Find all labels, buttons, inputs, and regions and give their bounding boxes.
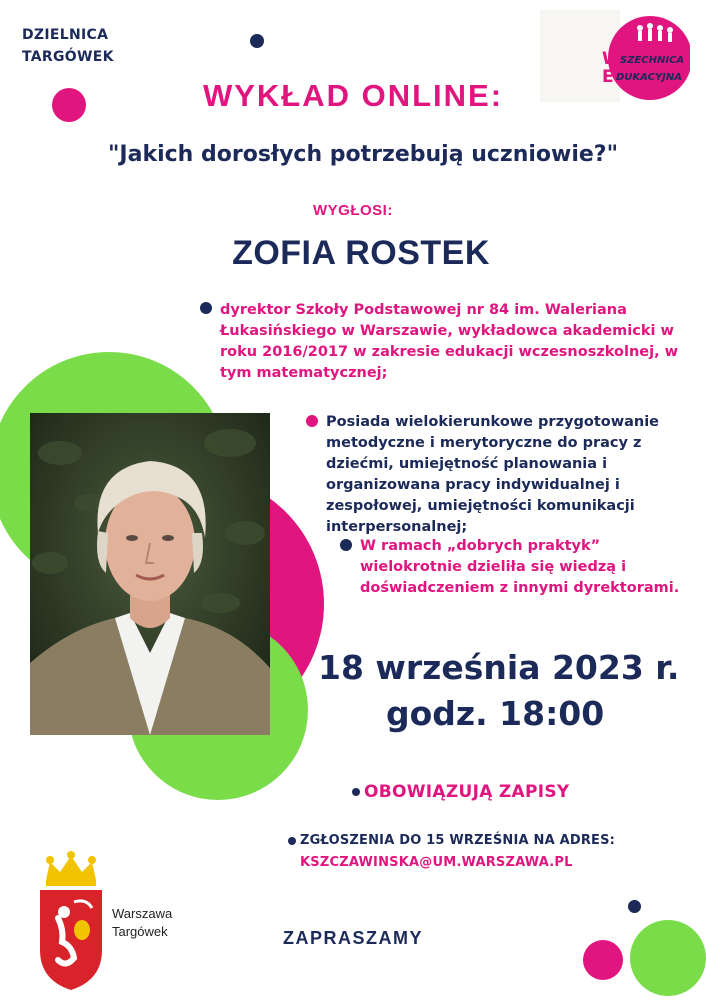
bullet-dot-magenta [306, 415, 318, 427]
decor-dot-navy-top [250, 34, 264, 48]
bio-item-2 [306, 412, 698, 538]
registration-required [352, 782, 570, 802]
city-line-2: Targówek [112, 924, 168, 939]
bio-text-1: dyrektor Szkoły Podstawowej nr 84 im. Waleriana Łukasińskiego w Warszawie, wykładowca akademicki w roku 2016/2017 w zakresie edukacji wczesnoszkolnej, w tym matematycznej; [220, 302, 679, 381]
decor-circle-green-bottom-right [630, 920, 706, 996]
speaker-portrait-image [30, 413, 270, 735]
speaker-name: ZOFIA ROSTEK [232, 234, 490, 272]
svg-text:W: W [602, 49, 621, 69]
registration-email-link[interactable]: KSZCZAWINSKA@UM.WARSZAWA.PL [300, 855, 573, 870]
decor-dot-navy-bottom [628, 900, 641, 913]
city-label [112, 905, 172, 941]
svg-text:DUKACYJNA: DUKACYJNA [616, 72, 683, 83]
bio-item-3 [340, 536, 682, 599]
warsaw-coat-of-arms-icon [36, 850, 106, 990]
bullet-dot-navy [340, 539, 352, 551]
district-line-1: DZIELNICA [22, 27, 109, 43]
speaker-photo [30, 413, 270, 735]
bullet-dot-navy [288, 837, 296, 845]
registration-deadline: ZGŁOSZENIA DO 15 WRZEŚNIA NA ADRES: [300, 833, 616, 848]
invite-text: ZAPRASZAMY [283, 928, 423, 948]
district-line-2: TARGÓWEK [22, 49, 114, 65]
lecture-topic: "Jakich dorosłych potrzebują uczniowie?" [107, 142, 619, 167]
event-title: WYKŁAD ONLINE: [202, 78, 504, 113]
bullet-dot-navy [200, 302, 212, 314]
event-time: godz. 18:00 [386, 694, 605, 733]
registration-required-text: OBOWIĄZUJĄ ZAPISY [364, 782, 570, 802]
district-label [22, 24, 114, 68]
registration-info [288, 830, 615, 874]
bio-item-1 [200, 300, 680, 384]
decor-circle-magenta-bottom [583, 940, 623, 980]
bullet-dot-navy [352, 788, 360, 796]
warsaw-coat-of-arms [36, 850, 106, 990]
city-line-1: Warszawa [112, 906, 173, 921]
event-date: 18 września 2023 r. [318, 648, 680, 687]
bio-text-2: Posiada wielokierunkowe przygotowanie metodyczne i merytoryczne do pracy z dziećmi, umiejętność planowania i organizowana pracy indywidualnej i zespołowej, umiejętności komunikacji interpersonalnej; [326, 414, 660, 535]
bio-text-3: W ramach „dobrych praktyk” wielokrotnie dzieliła się wiedzą i doświadczeniem z innymi dyrektorami. [360, 538, 680, 596]
speaker-label: WYGŁOSI: [313, 202, 393, 219]
svg-text:SZECHNICA: SZECHNICA [620, 55, 685, 66]
svg-text:E: E [602, 67, 614, 87]
